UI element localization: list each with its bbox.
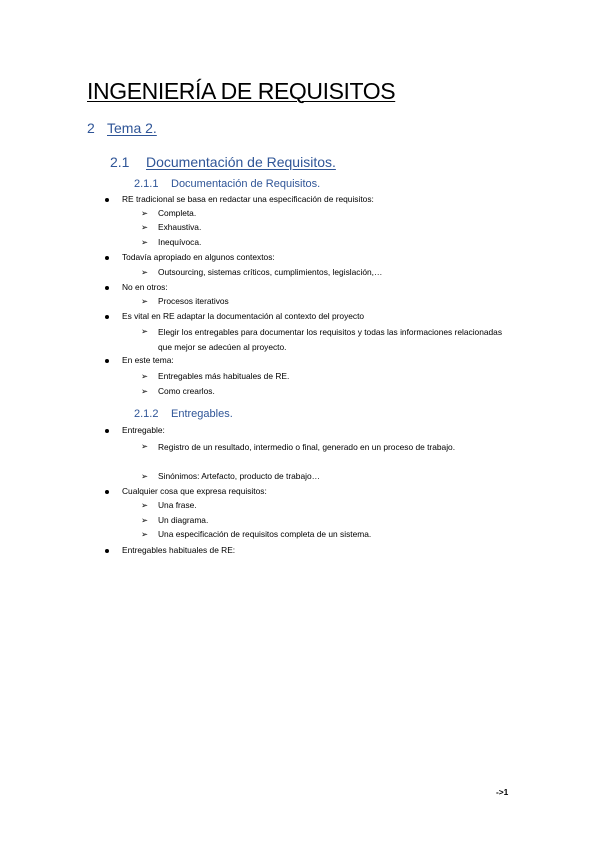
bullet-icon [105, 315, 109, 319]
bullet-icon [105, 359, 109, 363]
arrow-bullet-icon: ➢ [141, 471, 149, 481]
arrow-bullet-icon: ➢ [141, 386, 149, 396]
section-title: Tema 2. [107, 120, 157, 136]
subsection-number: 2.1 [110, 154, 130, 170]
document-page: INGENIERÍA DE REQUISITOS 2 Tema 2. 2.1 Documentación de Requisitos. 2.1.1 Documentación de Requisitos. RE tradicional se basa en redactar una especificación de requisitos: ➢ Completa. ➢ Exhaustiva. ➢ Inequívoca. Todavía apropiado en algunos contextos: ➢ Outsourcing, sistemas críticos, cumplimientos, legislación,… No en otros: ➢ Procesos iterativos Es vital en RE adaptar la documentación al contexto del proyecto ➢ Elegir los entregables para documentar los requisitos y todas las informaciones relacionadas que mejor se adecúen al proyecto. En este tema: ➢ Entregables más habituales de RE. ➢ Como crearlos. 2.1.2 Entregables. Entregable: ➢ Registro de un resultado, intermedio o final, generado en un proceso de trabajo. ➢ Sinónimos: Artefacto, producto de trabajo… Cualquier cosa que expresa requisitos: ➢ Una frase. ➢ Un diagrama. ➢ Una especificación de requisitos completa de un sistema. Entregables habituales de RE: ->1 [87, 78, 509, 797]
bullet-icon [105, 490, 109, 494]
arrow-bullet-icon: ➢ [141, 237, 149, 247]
section-heading [87, 119, 157, 137]
subsection-title: Documentación de Requisitos. [146, 154, 336, 170]
sub-subsection-number: 2.1.1 [134, 178, 159, 190]
arrow-bullet-icon: ➢ [141, 529, 149, 539]
arrow-bullet-icon: ➢ [141, 222, 149, 232]
sub-subsection-heading [134, 407, 233, 421]
arrow-bullet-icon: ➢ [141, 296, 149, 306]
bullet-icon [105, 549, 109, 553]
arrow-bullet-icon: ➢ [141, 326, 149, 336]
subsection-heading [110, 153, 336, 171]
sub-subsection-number: 2.1.2 [134, 408, 159, 420]
sub-subsection-title: Documentación de Requisitos. [171, 178, 321, 190]
document-title: INGENIERÍA DE REQUISITOS [87, 78, 396, 104]
page-number: ->1 [496, 787, 509, 797]
bullet-icon [105, 286, 109, 290]
arrow-bullet-icon: ➢ [141, 267, 149, 277]
bullet-icon [105, 256, 109, 260]
section-number: 2 [87, 120, 95, 136]
arrow-bullet-icon: ➢ [141, 371, 149, 381]
bullet-icon [105, 429, 109, 433]
arrow-bullet-icon: ➢ [141, 208, 149, 218]
arrow-bullet-icon: ➢ [141, 500, 149, 510]
arrow-bullet-icon: ➢ [141, 515, 149, 525]
sub-subsection-heading [134, 177, 320, 191]
bullet-icon [105, 198, 109, 202]
sub-subsection-title: Entregables. [171, 408, 233, 420]
arrow-bullet-icon: ➢ [141, 441, 149, 451]
